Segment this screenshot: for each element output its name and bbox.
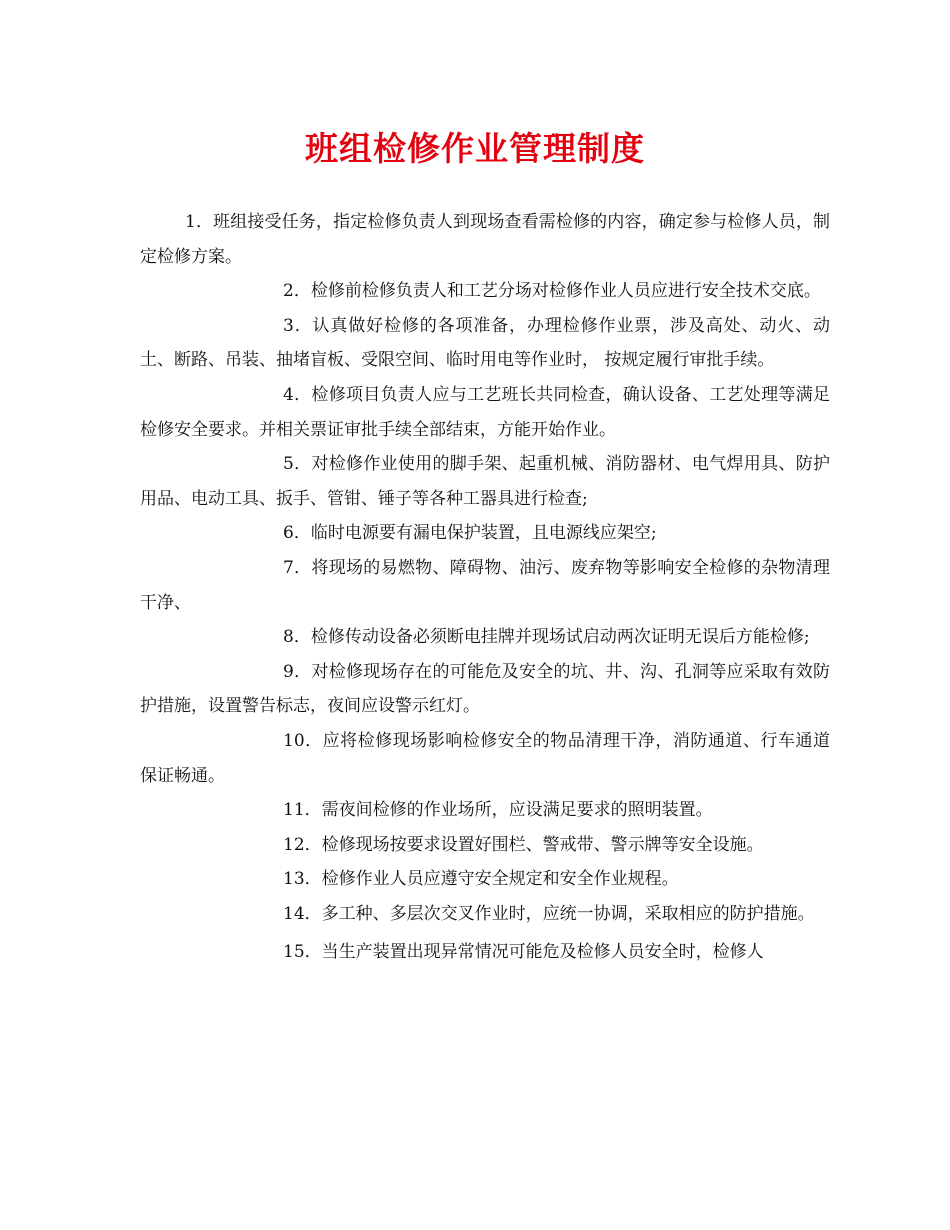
document-title: 班组检修作业管理制度 [305, 129, 645, 168]
paragraph-5: 5．对检修作业使用的脚手架、起重机械、消防器材、电气焊用具、防护用品、电动工具、扳手、管钳、锤子等各种工器具进行检查; [140, 454, 830, 509]
document-body [140, 205, 830, 970]
paragraph-15: 15．当生产装置出现异常情况可能危及检修人员安全时，检修人 [283, 942, 764, 963]
paragraph-8: 8．检修传动设备必须断电挂牌并现场试启动两次证明无误后方能检修; [283, 627, 810, 648]
paragraph-12: 12．检修现场按要求设置好围栏、警戒带、警示牌等安全设施。 [283, 834, 764, 855]
paragraph-3: 3．认真做好检修的各项准备，办理检修作业票，涉及高处、动火、动土、断路、吊装、抽堵盲板、受限空间、临时用电等作业时， 按规定履行审批手续。 [140, 315, 830, 371]
paragraph-11: 11．需夜间检修的作业场所，应设满足要求的照明装置。 [283, 800, 713, 821]
paragraph-4: 4．检修项目负责人应与工艺班长共同检查，确认设备、工艺处理等满足检修安全要求。并相关票证审批手续全部结束，方能开始作业。 [140, 384, 830, 440]
paragraph-7: 7．将现场的易燃物、障碍物、油污、废弃物等影响安全检修的杂物清理干净、 [140, 557, 830, 613]
paragraph-6: 6．临时电源要有漏电保护装置，且电源线应架空; [283, 523, 657, 544]
paragraph-9: 9．对检修现场存在的可能危及安全的坑、井、沟、孔洞等应采取有效防护措施，设置警告标志，夜间应设警示红灯。 [140, 661, 830, 717]
paragraph-2: 2．检修前检修负责人和工艺分场对检修作业人员应进行安全技术交底。 [283, 281, 821, 302]
paragraph-1: 1．班组接受任务，指定检修负责人到现场查看需检修的内容，确定参与检修人员，制定检修方案。 [140, 212, 830, 267]
paragraph-10: 10．应将检修现场影响检修安全的物品清理干净，消防通道、行车通道保证畅通。 [140, 730, 830, 786]
paragraph-13: 13．检修作业人员应遵守安全规定和安全作业规程。 [283, 869, 679, 890]
paragraph-14: 14．多工种、多层次交叉作业时，应统一协调，采取相应的防护措施。 [283, 903, 815, 924]
